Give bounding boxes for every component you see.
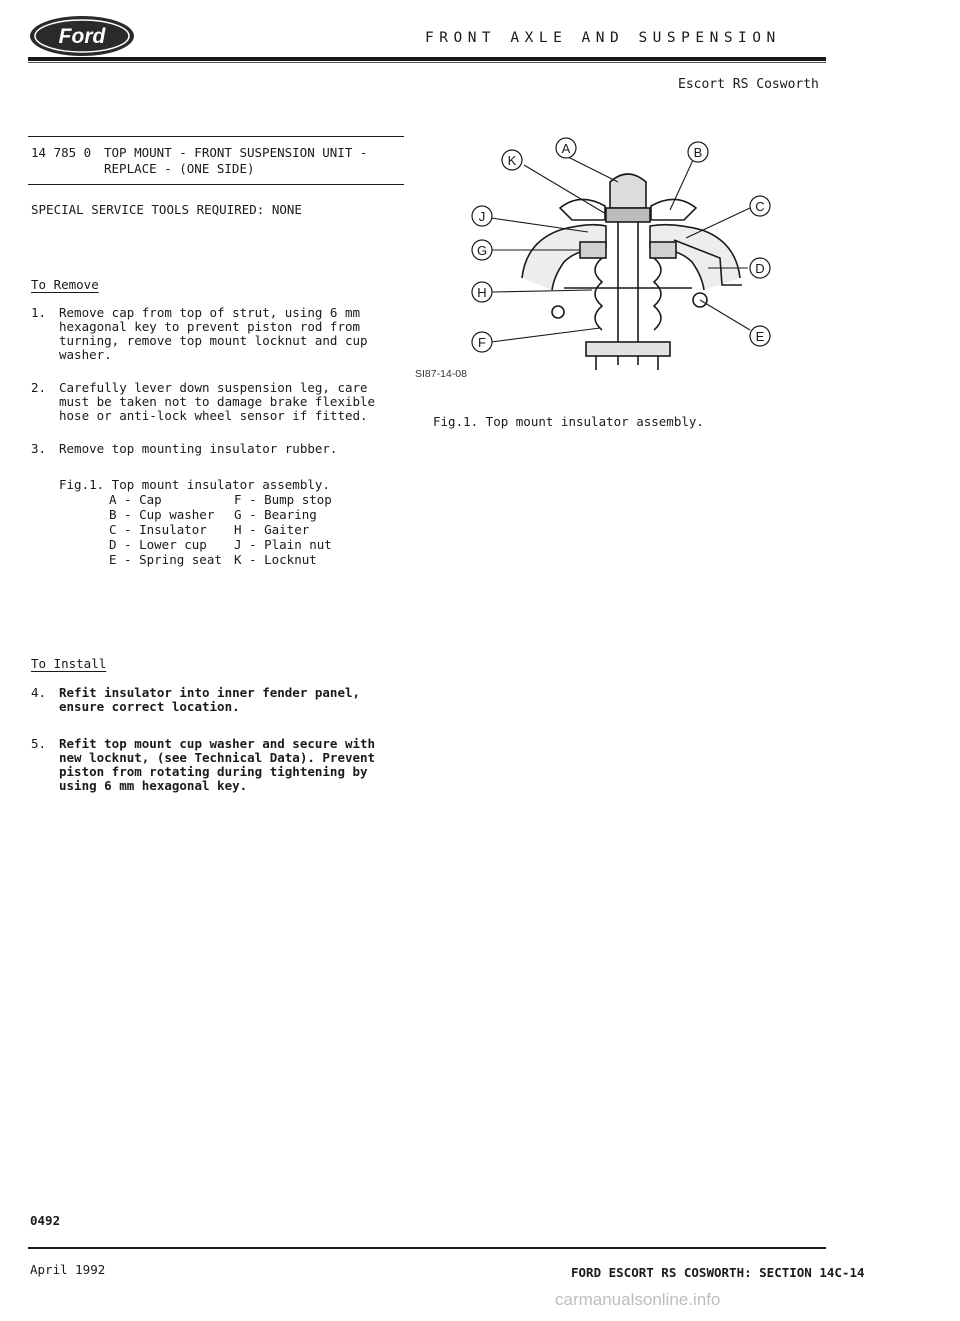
step-text: Refit insulator into inner fender panel, ensure correct location. xyxy=(59,685,361,714)
operation-code: 14 785 0 xyxy=(31,145,92,160)
callout-E: E xyxy=(755,329,765,344)
callout-G: G xyxy=(476,243,488,258)
callout-K: K xyxy=(507,153,517,168)
strut-body xyxy=(586,342,670,356)
header-rule-thin xyxy=(28,62,826,63)
callout-C: C xyxy=(755,199,765,214)
leader-E xyxy=(700,300,750,330)
remove-step-3 xyxy=(31,442,381,456)
leader-C xyxy=(686,208,750,238)
remove-step-1 xyxy=(31,306,381,362)
gaiter-left xyxy=(595,258,602,330)
leader-H xyxy=(491,290,592,292)
legend-item: A - Cap xyxy=(109,492,162,507)
step-text: Refit top mount cup washer and secure with new locknut, (see Technical Data). Prevent piston from rotating during tightening by using 6 mm hexagonal key. xyxy=(59,736,376,793)
figure-caption: Fig.1. Top mount insulator assembly. xyxy=(433,414,704,429)
cap-shape xyxy=(610,174,646,208)
callout-A: A xyxy=(561,141,571,156)
issue-date: April 1992 xyxy=(30,1262,106,1277)
legend-caption: Fig.1. Top mount insulator assembly. xyxy=(59,477,330,492)
callout-B: B xyxy=(693,145,703,160)
spring-coil-left xyxy=(552,306,564,318)
legend-item: B - Cup washer xyxy=(109,507,215,522)
operation-title-line2: REPLACE - (ONE SIDE) xyxy=(104,161,255,176)
leader-A xyxy=(566,156,618,182)
page-number: 0492 xyxy=(30,1213,61,1228)
locknut-shape xyxy=(606,208,650,222)
gaiter-right xyxy=(654,258,661,330)
step-number: 3. xyxy=(31,441,47,456)
vehicle-name: Escort RS Cosworth xyxy=(678,77,819,92)
callout-D: D xyxy=(755,261,765,276)
install-step-5 xyxy=(31,737,381,793)
legend-item: C - Insulator xyxy=(109,522,207,537)
remove-heading: To Remove xyxy=(31,277,99,292)
legend-item: J - Plain nut xyxy=(234,537,332,552)
special-tools-note: SPECIAL SERVICE TOOLS REQUIRED: NONE xyxy=(31,202,302,217)
legend-item: H - Gaiter xyxy=(234,522,310,537)
legend-item: G - Bearing xyxy=(234,507,317,522)
step-number: 4. xyxy=(31,685,47,700)
legend-row xyxy=(109,492,332,507)
operation-title xyxy=(104,145,367,177)
step-text: Remove cap from top of strut, using 6 mm hexagonal key to prevent piston rod from turning, remove top mount locknut and cup washer. xyxy=(59,305,368,362)
footer-section: FORD ESCORT RS COSWORTH: SECTION 14C-14 xyxy=(571,1265,865,1280)
install-heading: To Install xyxy=(31,656,107,671)
legend-row xyxy=(109,507,332,522)
step-number: 5. xyxy=(31,736,47,751)
step-text: Carefully lever down suspension leg, care must be taken not to damage brake flexible hose or anti-lock wheel sensor if fitted. xyxy=(59,380,376,423)
legend-item: E - Spring seat xyxy=(109,552,222,567)
top-mount-diagram xyxy=(460,130,800,380)
leader-F xyxy=(491,328,600,342)
procedure-rule-top xyxy=(28,136,404,137)
bearing-left xyxy=(580,242,606,258)
legend-item: D - Lower cup xyxy=(109,537,207,552)
figure-reference: SI87-14-08 xyxy=(415,368,467,380)
bearing-right xyxy=(650,242,676,258)
legend-row xyxy=(109,552,332,567)
legend-item: K - Locknut xyxy=(234,552,317,567)
install-step-4 xyxy=(31,686,381,714)
callout-H: H xyxy=(477,285,487,300)
ford-logo xyxy=(28,14,136,58)
legend-row xyxy=(109,537,332,552)
footer-rule xyxy=(28,1247,826,1249)
watermark: carmanualsonline.info xyxy=(555,1290,721,1309)
header-rule xyxy=(28,57,826,61)
procedure-rule-bottom xyxy=(28,184,404,185)
step-number: 2. xyxy=(31,380,47,395)
legend-item: F - Bump stop xyxy=(234,492,332,507)
callout-J: J xyxy=(478,209,486,224)
step-text: Remove top mounting insulator rubber. xyxy=(59,441,338,456)
step-number: 1. xyxy=(31,305,47,320)
leader-B xyxy=(670,160,693,210)
legend-row xyxy=(109,522,332,537)
remove-step-2 xyxy=(31,381,381,423)
ford-logo-text: Ford xyxy=(58,25,106,48)
section-title: FRONT AXLE AND SUSPENSION xyxy=(425,30,781,46)
figure-legend xyxy=(59,477,332,567)
callout-F: F xyxy=(478,335,486,350)
operation-title-line1: TOP MOUNT - FRONT SUSPENSION UNIT - xyxy=(104,145,368,160)
leader-K xyxy=(524,165,606,214)
